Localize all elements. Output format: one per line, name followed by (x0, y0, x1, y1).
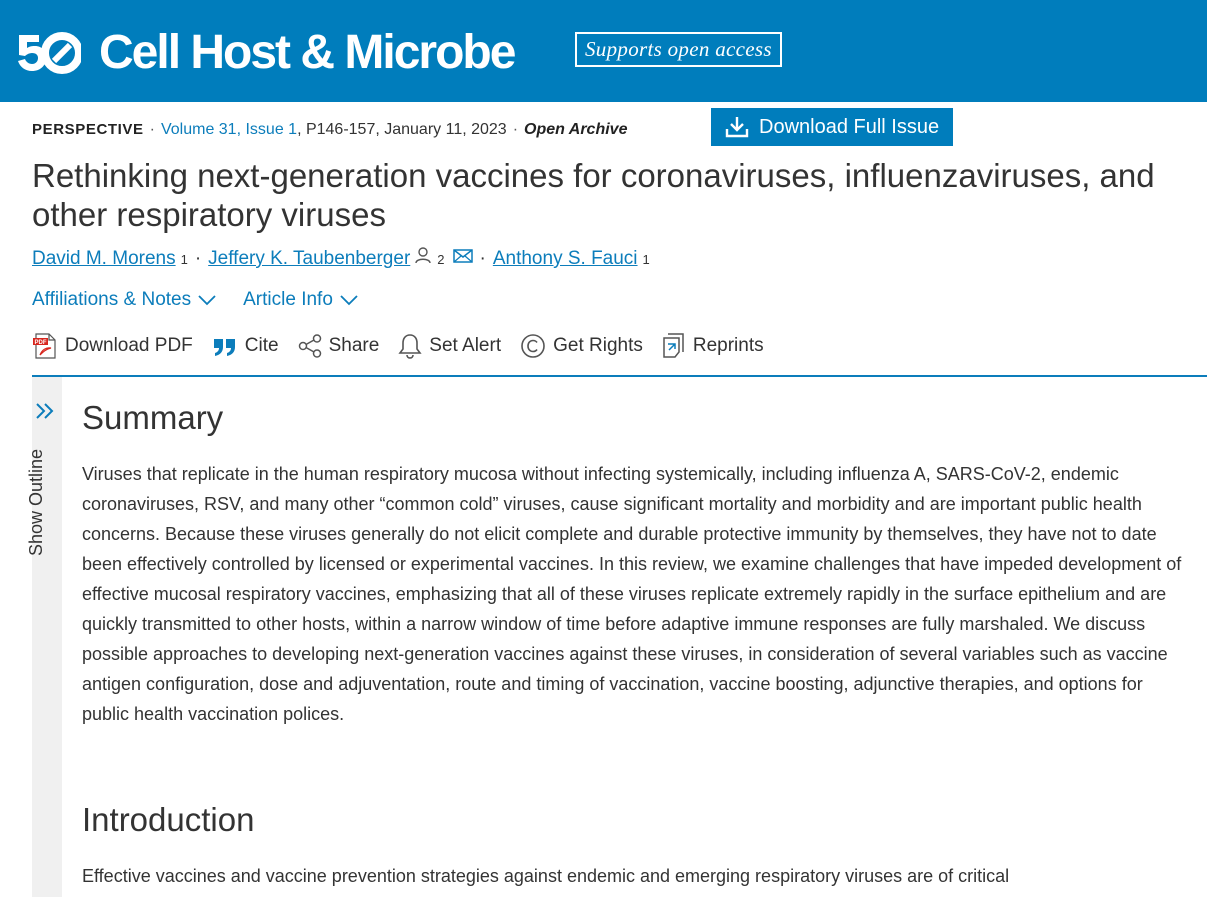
svg-text:PDF: PDF (34, 339, 47, 346)
article-toolbar (32, 333, 783, 359)
download-full-issue-label: Download Full Issue (759, 115, 940, 138)
author-separator: · (194, 248, 202, 269)
affiliations-notes-toggle[interactable] (32, 288, 217, 312)
article-title: Rethinking next-generation vaccines for coronaviruses, influenzaviruses, and other respiratory viruses (32, 157, 1155, 233)
fifty-logo-icon (15, 31, 81, 75)
download-icon (725, 116, 749, 138)
header-divider (32, 375, 1207, 377)
get-rights-label: Get Rights (553, 335, 643, 356)
anniversary-50-logo (15, 31, 81, 75)
share-icon (298, 334, 322, 358)
summary-heading: Summary (82, 399, 224, 436)
meta-separator: · (512, 121, 519, 138)
chevron-down-icon (339, 294, 359, 306)
cite-button[interactable] (212, 335, 279, 357)
cite-label: Cite (244, 335, 279, 356)
show-outline-label[interactable]: Show Outline (26, 448, 46, 556)
article-details-links (32, 288, 359, 312)
reprints-button[interactable] (662, 333, 764, 359)
share-button[interactable] (298, 334, 380, 358)
double-chevron-right-icon[interactable] (34, 401, 56, 426)
journal-name: Cell Host & Microbe (99, 26, 515, 79)
pdf-icon (32, 333, 58, 359)
quote-icon (212, 335, 238, 357)
set-alert-button[interactable] (398, 333, 501, 359)
author-separator: · (479, 248, 486, 269)
meta-separator: · (149, 121, 155, 138)
author-affiliation-number: 1 (642, 252, 650, 267)
bell-icon (398, 333, 422, 359)
open-access-badge[interactable]: Supports open access (575, 32, 782, 67)
download-pdf-label: Download PDF (65, 335, 193, 356)
introduction-text: Effective vaccines and vaccine prevention strategies against endemic and emerging respiratory viruses are of critical (82, 866, 1010, 886)
chevron-down-icon (197, 294, 217, 306)
author-affiliation-number: 2 (437, 252, 445, 267)
share-label: Share (328, 335, 380, 356)
journal-header (0, 0, 1207, 102)
introduction-heading: Introduction (82, 801, 255, 838)
open-archive-label: Open Archive (524, 121, 628, 138)
summary-text: Viruses that replicate in the human respiratory mucosa without infecting systemically, including influenza A, SARS-CoV-2, endemic coronaviruses, RSV, and many other “common cold” viruses, cause significant mortality and morbidity and are important public health concerns. Because these viruses generally do not elicit complete and durable protective immunity by themselves, they have not to date been effectively controlled by licensed or experimental vaccines. In this review, we examine challenges that have impeded development of effective mucosal respiratory vaccines, emphasizing that all of these viruses replicate extremely rapidly in the surface epithelium and are quickly transmitted to other hosts, within a narrow window of time before adaptive immune responses are fully marshaled. We discuss possible approaches to developing next-generation vaccines against these viruses, in consideration of several variables such as vaccine antigen configuration, dose and adjuventation, route and timing of vaccination, vaccine boosting, adjunctive therapies, and options for public health vaccination polices. (82, 464, 1182, 724)
volume-issue-link[interactable]: Volume 31, Issue 1 (160, 121, 298, 138)
reprints-label: Reprints (692, 335, 764, 356)
article-info-toggle[interactable] (243, 288, 359, 312)
author-link[interactable]: Anthony S. Fauci (492, 248, 638, 269)
article-meta (32, 119, 627, 141)
author-link[interactable]: David M. Morens (32, 248, 176, 269)
article-info-label: Article Info (243, 289, 333, 310)
download-pdf-button[interactable] (32, 333, 193, 359)
person-icon[interactable] (414, 246, 432, 272)
author-link[interactable]: Jeffery K. Taubenberger (208, 248, 411, 269)
author-list (32, 246, 650, 273)
journal-logo[interactable] (15, 28, 514, 78)
author-affiliation-number: 1 (180, 252, 188, 267)
download-full-issue-button[interactable] (711, 108, 953, 146)
article-type: PERSPECTIVE (32, 121, 144, 138)
affiliations-label: Affiliations & Notes (32, 289, 192, 310)
get-rights-button[interactable] (520, 333, 643, 359)
reprints-icon (662, 333, 686, 359)
copyright-icon (520, 333, 546, 359)
mail-icon[interactable] (453, 246, 473, 272)
set-alert-label: Set Alert (429, 335, 502, 356)
pages-date: , P146-157, January 11, 2023 (297, 121, 507, 138)
